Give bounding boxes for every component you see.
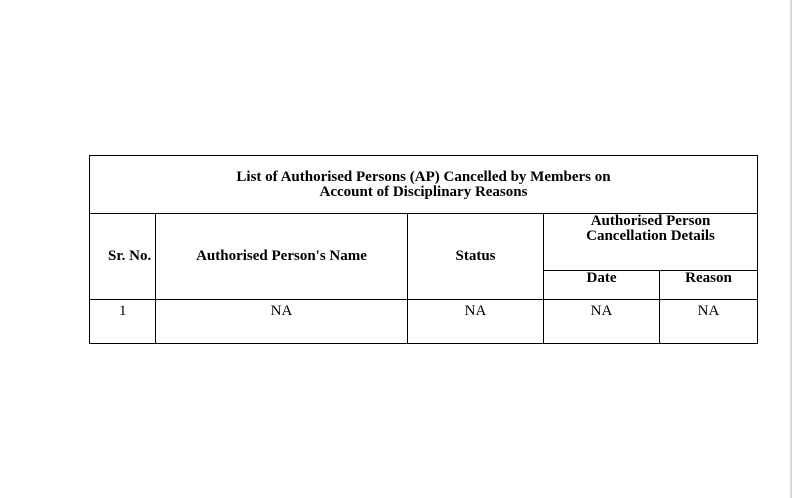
table-title-row (90, 156, 758, 214)
cell-status: NA (408, 300, 544, 344)
cell-sr-no: 1 (90, 300, 156, 344)
table-row (90, 300, 758, 344)
cell-ap-name: NA (156, 300, 408, 344)
header-reason: Reason (660, 271, 758, 300)
header-group-line-1: Authorised Person (590, 213, 711, 229)
header-sr-no: Sr. No. (90, 214, 156, 300)
header-date: Date (544, 271, 660, 300)
cell-reason: NA (660, 300, 758, 344)
authorised-persons-table (89, 155, 758, 344)
cell-date: NA (544, 300, 660, 344)
table-title (90, 156, 758, 214)
header-status: Status (408, 214, 544, 300)
header-ap-name: Authorised Person's Name (156, 214, 408, 300)
header-row (90, 214, 758, 271)
table-title-line-2: Account of Disciplinary Reasons (319, 183, 528, 200)
header-group-line-2: Cancellation Details (586, 228, 715, 244)
table-title-line-1: List of Authorised Persons (AP) Cancelled by Members on (236, 168, 611, 185)
header-cancellation-details (544, 214, 758, 271)
